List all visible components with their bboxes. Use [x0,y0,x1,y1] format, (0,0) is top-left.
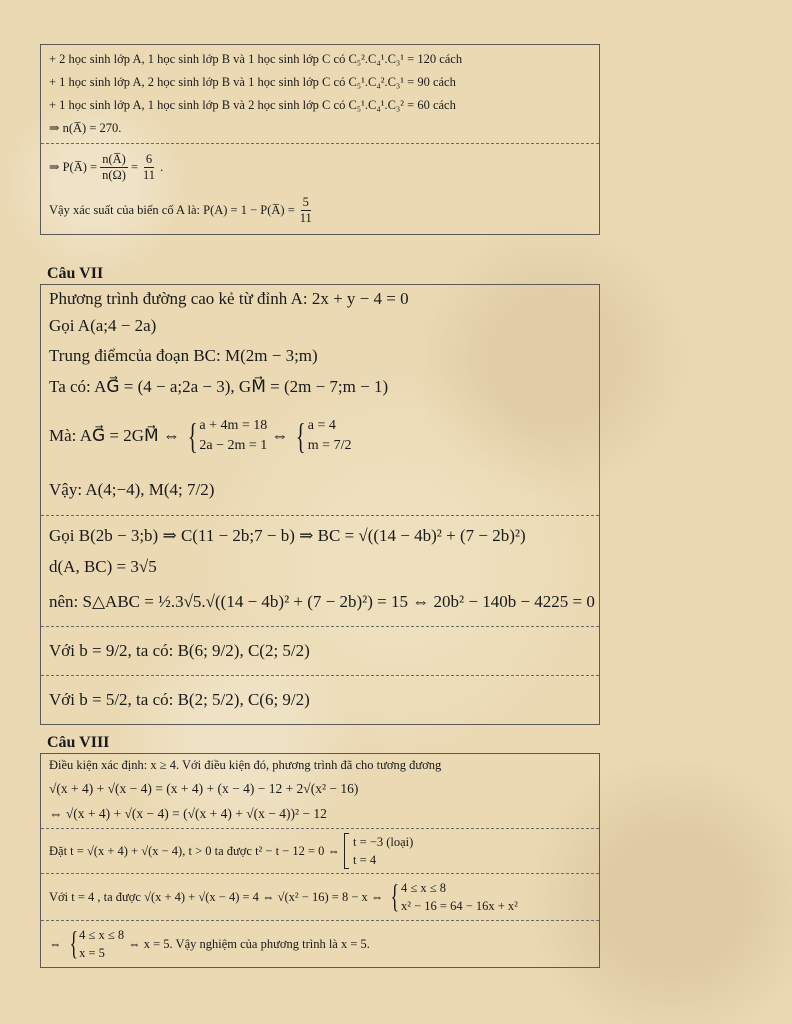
system-1: { a + 4m = 18 2a − 2m = 1 [187,415,268,456]
section7-heading: Câu VII [47,265,104,282]
domain-line: Điều kiện xác định: x ≥ 4. Với điều kiện đó, phương trình đã cho tương đương [49,757,442,772]
final-suffix: ⇔ x = 5. Vậy nghiệm của phương trình là x = 5. [128,936,370,951]
conclusion-fraction [298,195,314,225]
prob-line: ⇒ P(A̅) = $\frac{n(A̅)}{n(\Omega)}$ = $\frac{6}{11}$ . [49,152,164,182]
final-row1: 4 ≤ x ≤ 8 [79,927,125,942]
sys2-row1: a = 4 [307,417,336,433]
case2-line: + 1 học sinh lớp A, 2 học sinh lớp B và 1 học sinh lớp C có C₅¹.C₄².C₃¹ = 90 cách [49,75,456,89]
section7-box [40,284,600,725]
sys2-row2: m = 7/2 [307,438,352,453]
section8-cell-3 [41,873,599,920]
substitution-prefix: Đặt t = √(x + 4) + √(x − 4), t > 0 ta được t² − t − 12 = 0 ⇔ [49,843,341,858]
t4-row1: 4 ≤ x ≤ 8 [400,880,446,895]
area-line: nên: S△ABC = ½.3√5.√((14 − 4b)² + (7 − 2b)²) = 15 ⇔ 20b² − 140b − 4225 = 0 [49,592,595,611]
equivalent-line: ⇔ √(x + 4) + √(x − 4) = (√(x + 4) + √(x − 4))² − 12 [49,805,327,821]
midpoint-line: Trung điểmcủa đoạn BC: M(2m − 3;m) [49,346,318,365]
conclusion-line [49,190,591,230]
section7-cell-3 [41,626,599,675]
final-line: ⇔ { 4 ≤ x ≤ 8 x = 5 ⇔ x = 5. Vậy nghiệm của phương trình là x = 5. [49,925,370,962]
t4-line [49,876,591,918]
final-system: { 4 ≤ x ≤ 8 x = 5 [69,925,125,962]
result-line: Vậy: A(4;−4), M(4; 7/2) [49,480,215,499]
t4-prefix: Với t = 4 , ta được √(x + 4) + √(x − 4) = 4 ⇔ √(x² − 16) = 8 − x ⇔ [49,889,384,904]
section7-cell-1 [41,285,599,515]
sys1-row1: a + 4m = 18 [199,417,268,433]
case3-line: + 1 học sinh lớp A, 1 học sinh lớp B và 2 học sinh lớp C có C₅¹.C₄¹.C₃² = 60 cách [49,98,456,112]
conclusion-text: Vậy xác suất của biến cố A là: P(A) = 1 − P(A̅) = [49,202,295,217]
system-2: { a = 4 m = 7/2 [296,415,352,456]
section6-box [40,44,600,235]
distance-line: d(A, BC) = 3√5 [49,557,157,576]
prob-f2-den: 11 [143,167,156,182]
section7-cell-2 [41,515,599,626]
section6-prob-cell [41,143,599,234]
altitude-line: Phương trình đường cao kẻ từ đỉnh A: 2x + y − 4 = 0 [49,289,409,308]
count-line: ⇒ n(A̅) = 270. [49,121,122,135]
prob-fraction-2 [141,152,157,182]
section6-count-cell [41,45,599,143]
conc-den: 11 [299,210,312,225]
section8-cell-1 [41,754,599,828]
equation-line: √(x + 4) + √(x − 4) = (x + 4) + (x − 4) − 12 + 2√(x² − 16) [49,780,359,796]
case-b2-line: Với b = 5/2, ta có: B(2; 5/2), C(6; 9/2) [49,690,310,709]
final-row2: x = 5 [79,946,105,960]
prob-lhs: ⇒ P(A̅) = [49,159,98,174]
point-b-line: Gọi B(2b − 3;b) ⇒ C(11 − 2b;7 − b) ⇒ BC = √((14 − 4b)² + (7 − 2b)²) [49,526,526,545]
sub-row1: t = −3 (loại) [353,834,414,849]
t4-system: { 4 ≤ x ≤ 8 x² − 16 = 64 − 16x + x² [390,878,518,915]
section8-cell-4 [41,920,599,967]
substitution-line [49,831,591,871]
conc-num: 5 [302,195,309,210]
sub-row2: t = 4 [353,853,377,867]
prob-f2-num: 6 [145,152,153,167]
system-line: Mà: AG⃗ = 2GM⃗ ⇔ { a + 4m = 18 2a − 2m = 1 ⇔ { a = 4 m = 7/2 [49,415,352,456]
section7-cell-4 [41,675,599,724]
section8-heading: Câu VIII [47,734,110,751]
system-prefix: Mà: AG⃗ = 2GM⃗ ⇔ [49,426,180,445]
section8-box [40,753,600,968]
case-b1-line: Với b = 9/2, ta có: B(6; 9/2), C(2; 5/2) [49,641,310,660]
prob-f1-den: n(Ω) [102,167,126,182]
prob-f1-num: n(A̅) [102,152,126,167]
sys1-row2: 2a − 2m = 1 [199,438,268,453]
prob-fraction-1 [100,152,128,182]
vectors-line: Ta có: AG⃗ = (4 − a;2a − 3), GM⃗ = (2m − 7;m − 1) [49,377,389,396]
case1-line: + 2 học sinh lớp A, 1 học sinh lớp B và 1 học sinh lớp C có C₅².C₄¹.C₃¹ = 120 cách [49,52,463,66]
section8-cell-2 [41,828,599,873]
point-a-line: Gọi A(a;4 − 2a) [49,316,157,335]
substitution-system [344,833,413,869]
t4-row2: x² − 16 = 64 − 16x + x² [400,899,518,913]
